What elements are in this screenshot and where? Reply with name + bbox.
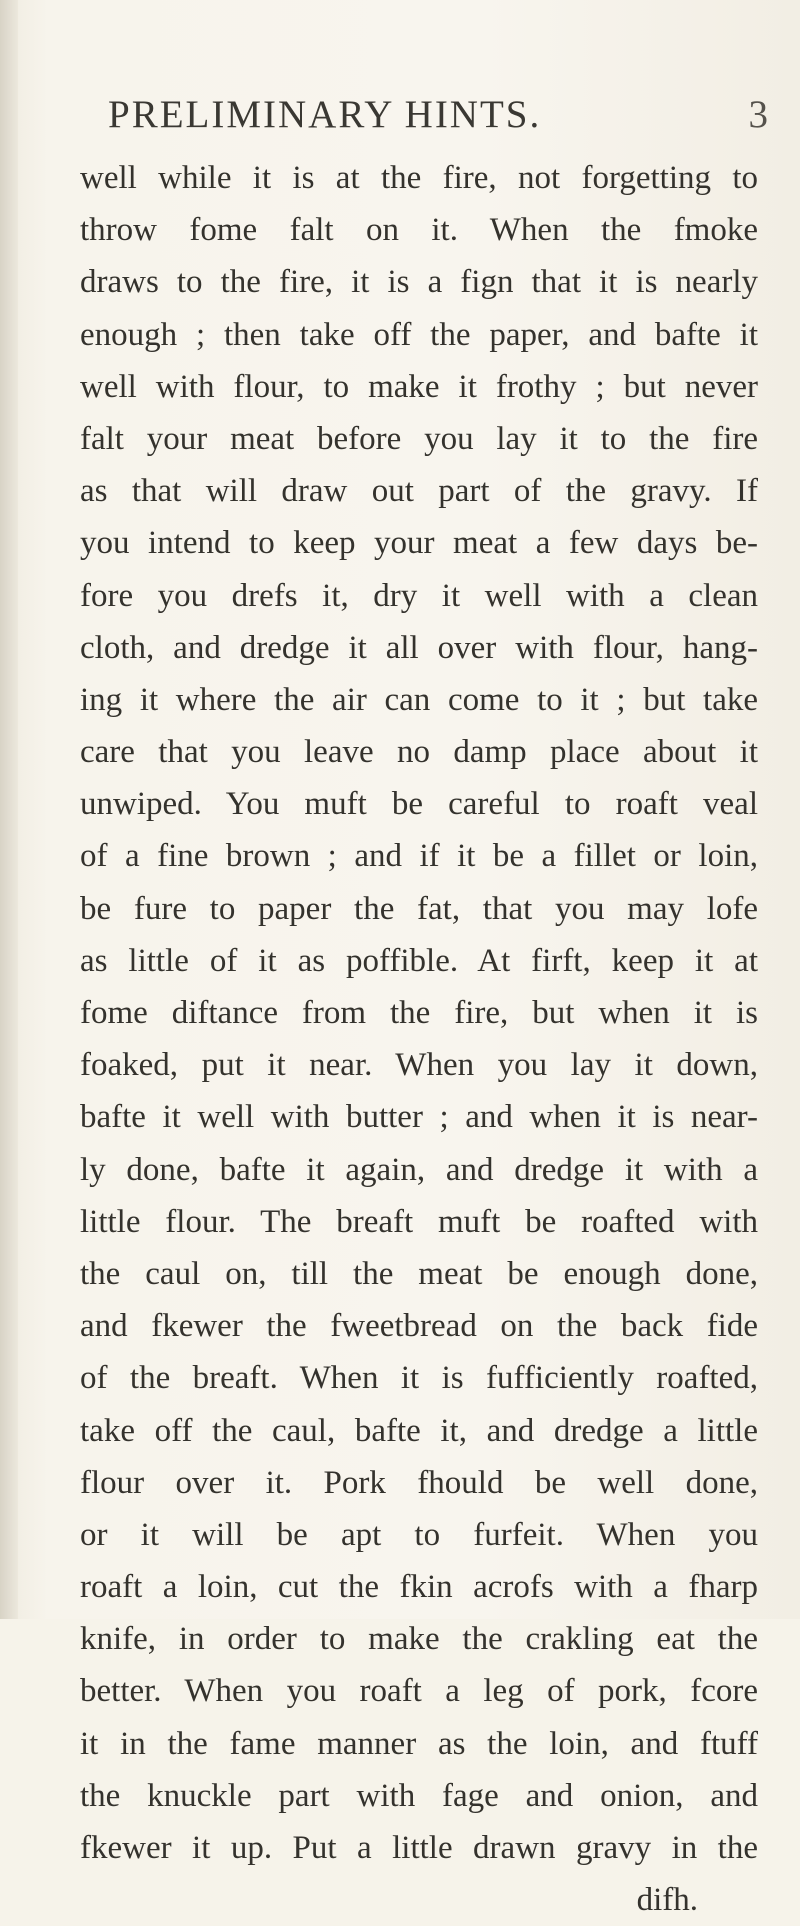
text-line: well with flour, to make it frothy ; but never	[80, 368, 758, 405]
text-line: as little of it as poffible. At firft, keep it at	[80, 942, 758, 979]
text-line: flour over it. Pork fhould be well done,	[80, 1464, 758, 1501]
page-header	[108, 92, 768, 152]
text-line: well while it is at the fire, not forgetting to	[80, 160, 758, 196]
text-line: fkewer it up. Put a little drawn gravy in the	[80, 1830, 758, 1866]
text-line: of a fine brown ; and if it be a fillet or loin,	[80, 838, 758, 875]
text-line: the caul on, till the meat be enough done,	[80, 1255, 758, 1292]
text-line: ly done, bafte it again, and dredge it with a	[80, 1151, 758, 1188]
text-line: as that will draw out part of the gravy. If	[80, 473, 758, 510]
text-line: falt your meat before you lay it to the fire	[80, 420, 758, 457]
body-text	[80, 152, 758, 1926]
text-line: little flour. The breaft muft be roafted with	[80, 1203, 758, 1240]
text-line: you intend to keep your meat a few days be-	[80, 525, 758, 562]
text-line: draws to the fire, it is a fign that it is nearly	[80, 264, 758, 301]
text-line: better. When you roaft a leg of pork, fcore	[80, 1673, 758, 1710]
text-line: take off the caul, bafte it, and dredge a little	[80, 1412, 758, 1449]
text-line: bafte it well with butter ; and when it is near-	[80, 1099, 758, 1136]
text-line: it in the fame manner as the loin, and ftuff	[80, 1725, 758, 1762]
text-line-catchword: difh.	[636, 1882, 698, 1919]
running-head: PRELIMINARY HINTS.	[108, 93, 542, 136]
page-number: 3	[748, 93, 768, 136]
text-line: be fure to paper the fat, that you may lofe	[80, 890, 758, 927]
text-line: ing it where the air can come to it ; but take	[80, 681, 758, 718]
text-line: foaked, put it near. When you lay it down,	[80, 1047, 758, 1084]
text-line: of the breaft. When it is fufficiently roafted,	[80, 1360, 758, 1397]
page-binding-edge	[0, 0, 18, 1619]
text-line: throw fome falt on it. When the fmoke	[80, 212, 758, 249]
text-line: unwiped. You muft be careful to roaft veal	[80, 786, 758, 823]
text-line: fore you drefs it, dry it well with a clean	[80, 577, 758, 614]
text-line: the knuckle part with fage and onion, and	[80, 1777, 758, 1814]
text-line: knife, in order to make the crakling eat the	[80, 1621, 758, 1658]
text-line: enough ; then take off the paper, and bafte it	[80, 316, 758, 353]
text-line: fome diftance from the fire, but when it is	[80, 995, 758, 1031]
text-line: or it will be apt to furfeit. When you	[80, 1516, 758, 1553]
text-line: cloth, and dredge it all over with flour, hang-	[80, 629, 758, 666]
text-line: and fkewer the fweetbread on the back fide	[80, 1308, 758, 1345]
text-line: roaft a loin, cut the fkin acrofs with a fharp	[80, 1569, 758, 1606]
text-line: care that you leave no damp place about it	[80, 734, 758, 771]
